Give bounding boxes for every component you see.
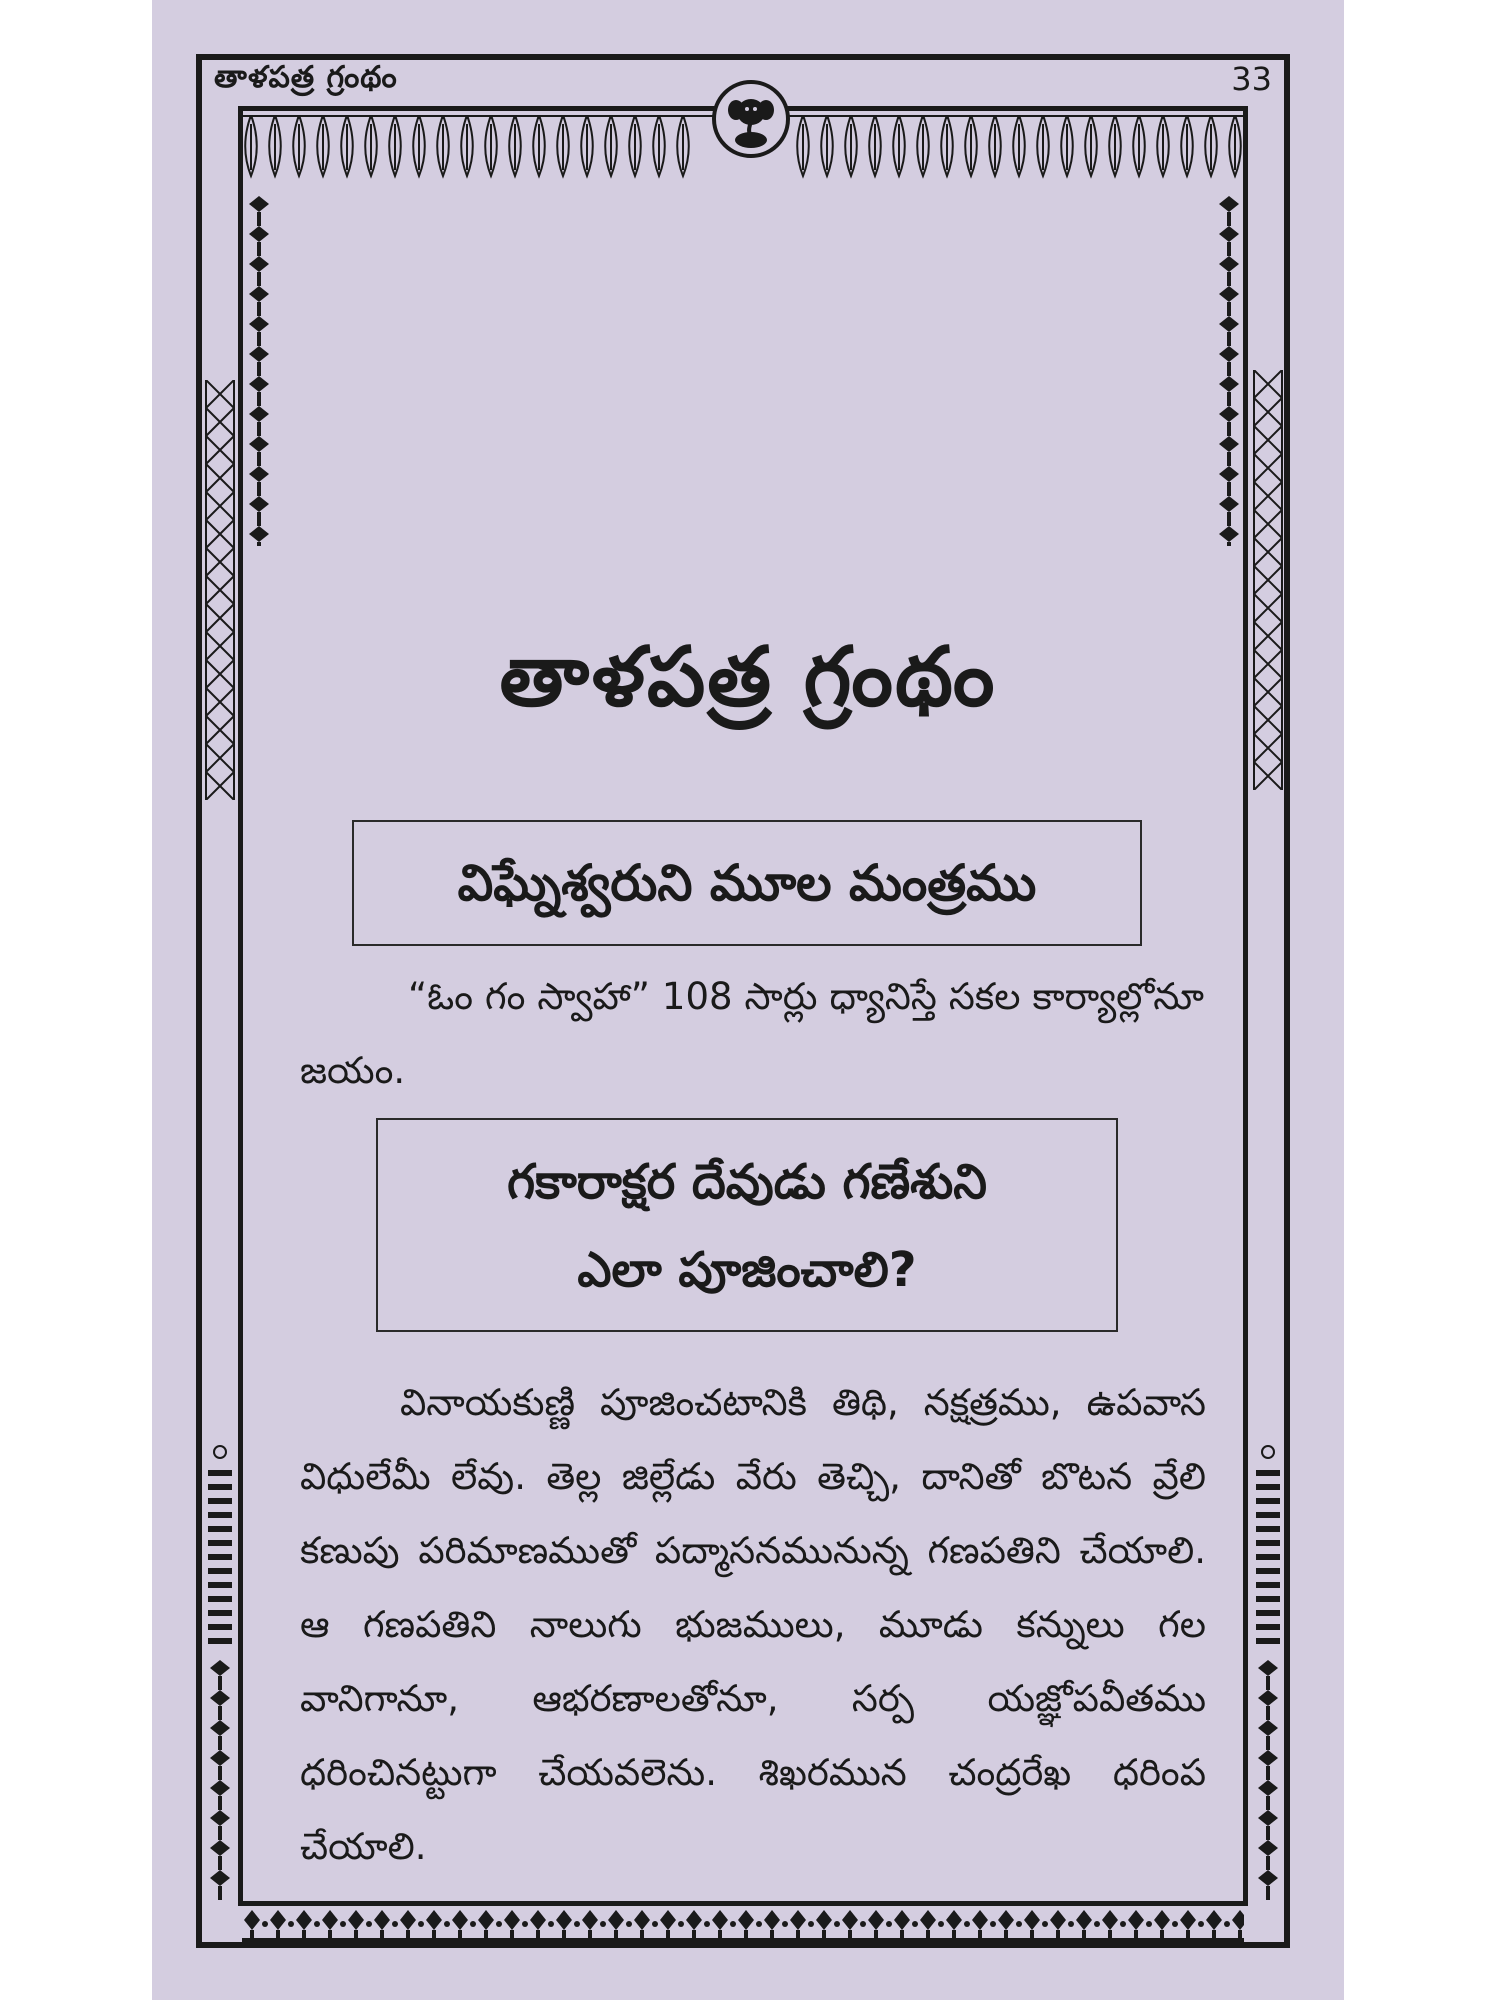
section-heading-worship-line-2: ఎలా పూజించాలి? bbox=[577, 1242, 917, 1298]
book-title: తాళపత్ర గ్రంథం bbox=[499, 630, 997, 725]
bottom-garland-ornament bbox=[242, 1898, 1244, 1944]
paragraph-worship: వినాయకుణ్ణి పూజించటానికి తిథి, నక్షత్రము, ఉపవాస విధులేమీ లేవు. తెల్ల జిల్లేడు వేరు తెచ్చి, దానితో బొటన వ్రేలి కణుపు పరిమాణముతో పద్మాసనమునున్న గణపతిని చేయాలి. ఆ గణపతిని నాలుగు భుజములు, మూడు కన్నులు గల వానిగానూ, ఆభరణాలతోనూ, సర్ప యజ్ఞోపవీతము ధరించినట్టుగా చేయవలెను. శిఖరమున చంద్రరేఖ ధరింప చేయాలి. bbox=[300, 1381, 1206, 1868]
running-header-title: తాళపత్ర గ్రంథం bbox=[214, 60, 398, 95]
section-heading-mantra: విఘ్నేశ్వరుని మూల మంత్రము bbox=[457, 854, 1037, 912]
left-bead-column-ornament bbox=[244, 186, 274, 546]
section-heading-box-worship bbox=[376, 1118, 1118, 1332]
section-heading-box-mantra bbox=[352, 820, 1142, 946]
left-lower-ornament bbox=[202, 1440, 238, 1900]
book-page bbox=[152, 0, 1344, 2000]
section-heading-worship-line-1: గకారాక్షర దేవుడు గణేశుని bbox=[507, 1154, 987, 1210]
right-bead-column-ornament bbox=[1214, 186, 1244, 546]
ganesha-emblem-icon bbox=[712, 80, 790, 158]
page-number: 33 bbox=[1231, 60, 1272, 98]
paragraph-mantra: “ఓం గం స్వాహా” 108 సార్లు ధ్యానిస్తే సకల కార్యాల్లోనూ జయం. bbox=[300, 975, 1204, 1092]
right-lower-ornament bbox=[1250, 1440, 1286, 1900]
